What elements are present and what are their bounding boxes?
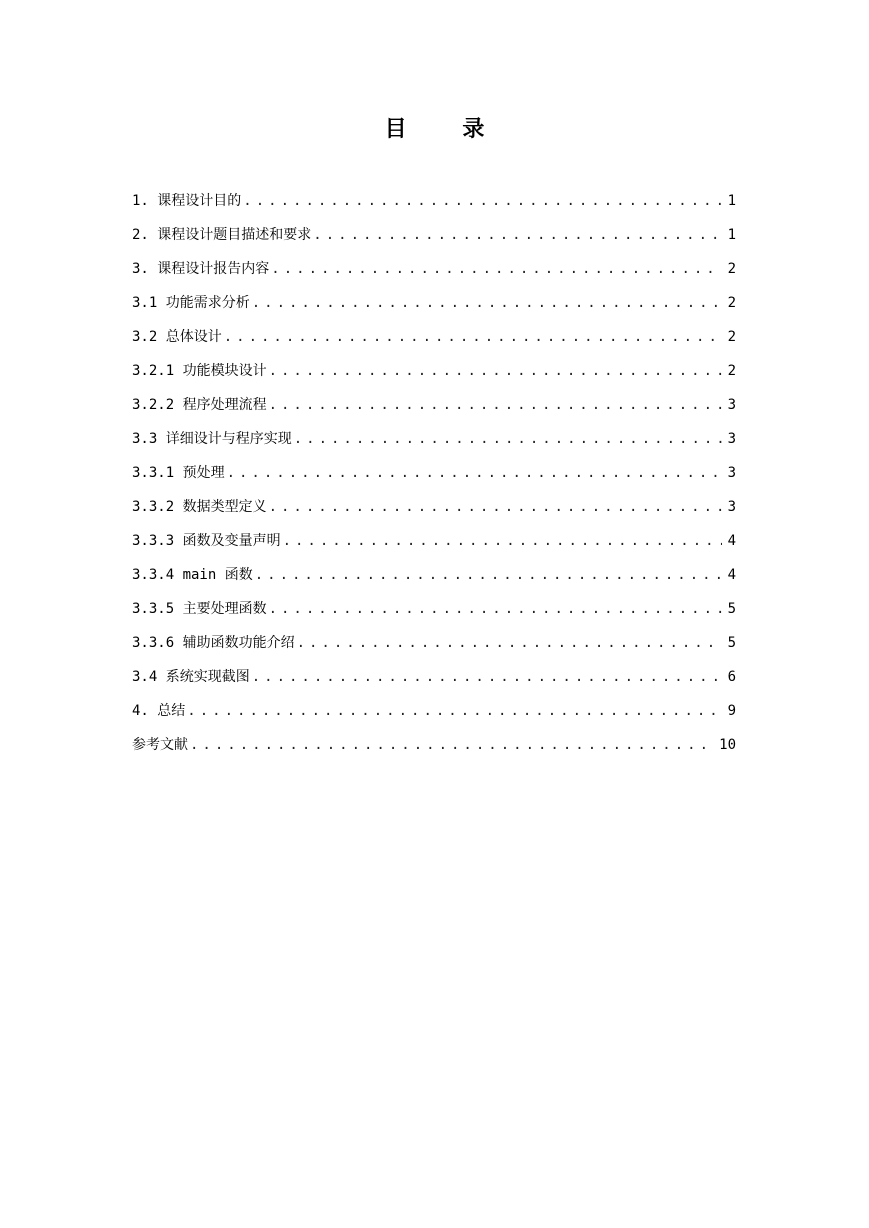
toc-entry[interactable] — [132, 490, 736, 524]
toc-entry-label: 3.3.5 主要处理函数 — [132, 601, 267, 617]
toc-entry-label: 参考文献 — [132, 737, 188, 753]
toc-entry[interactable] — [132, 524, 736, 558]
dot-leader — [313, 218, 722, 252]
dot-leader — [283, 524, 722, 558]
toc-entry-page-number: 2 — [727, 295, 736, 311]
toc-title: 目 录 — [384, 117, 509, 142]
dot-leader — [269, 388, 722, 422]
toc-entry-label: 3.3.3 函数及变量声明 — [132, 533, 281, 549]
toc-entry-label: 3.4 系统实现截图 — [132, 669, 250, 685]
toc-entry-page-number: 5 — [727, 635, 736, 651]
toc-entry-page-number: 10 — [719, 737, 736, 753]
toc-entry[interactable] — [132, 184, 736, 218]
toc-entry[interactable] — [132, 456, 736, 490]
toc-entry[interactable] — [132, 626, 736, 660]
toc-entry[interactable] — [132, 558, 736, 592]
table-of-contents — [132, 184, 736, 762]
toc-entry-page-number: 2 — [727, 363, 736, 379]
toc-entry-label: 2. 课程设计题目描述和要求 — [132, 227, 312, 243]
toc-entry-page-number: 3 — [727, 431, 736, 447]
toc-entry-page-number: 3 — [727, 499, 736, 515]
toc-entry-page-number: 1 — [727, 193, 736, 209]
toc-entry-label: 3.3.1 预处理 — [132, 465, 225, 481]
dot-leader — [297, 626, 722, 660]
toc-entry[interactable] — [132, 592, 736, 626]
toc-entry-label: 3.1 功能需求分析 — [132, 295, 250, 311]
dot-leader — [294, 422, 722, 456]
dot-leader — [252, 286, 722, 320]
toc-entry-page-number: 6 — [727, 669, 736, 685]
dot-leader — [269, 490, 722, 524]
dot-leader — [243, 184, 722, 218]
toc-entry[interactable] — [132, 388, 736, 422]
toc-entry-label: 3.2 总体设计 — [132, 329, 222, 345]
dot-leader — [224, 320, 722, 354]
dot-leader — [252, 660, 722, 694]
toc-entry-label: 3.3.6 辅助函数功能介绍 — [132, 635, 295, 651]
toc-entry-label: 3. 课程设计报告内容 — [132, 261, 270, 277]
dot-leader — [187, 694, 722, 728]
toc-entry-label: 4. 总结 — [132, 703, 186, 719]
toc-entry-label: 3.3 详细设计与程序实现 — [132, 431, 292, 447]
dot-leader — [269, 592, 722, 626]
dot-leader — [190, 728, 715, 762]
dot-leader — [271, 252, 722, 286]
toc-entry[interactable] — [132, 218, 736, 252]
toc-entry-page-number: 4 — [727, 533, 736, 549]
toc-entry[interactable] — [132, 252, 736, 286]
toc-entry-label: 1. 课程设计目的 — [132, 193, 242, 209]
toc-entry-page-number: 4 — [727, 567, 736, 583]
toc-entry[interactable] — [132, 728, 736, 762]
toc-entry-page-number: 3 — [727, 465, 736, 481]
toc-entry[interactable] — [132, 422, 736, 456]
toc-entry[interactable] — [132, 320, 736, 354]
toc-entry[interactable] — [132, 694, 736, 728]
dot-leader — [269, 354, 722, 388]
toc-entry[interactable] — [132, 286, 736, 320]
toc-entry-page-number: 5 — [727, 601, 736, 617]
dot-leader — [255, 558, 722, 592]
toc-entry-page-number: 1 — [727, 227, 736, 243]
toc-entry-label: 3.3.4 main 函数 — [132, 567, 253, 583]
toc-entry-page-number: 9 — [727, 703, 736, 719]
toc-entry[interactable] — [132, 354, 736, 388]
toc-entry-page-number: 3 — [727, 397, 736, 413]
toc-entry-label: 3.2.2 程序处理流程 — [132, 397, 267, 413]
toc-entry[interactable] — [132, 660, 736, 694]
toc-entry-page-number: 2 — [727, 329, 736, 345]
dot-leader — [227, 456, 722, 490]
toc-entry-label: 3.3.2 数据类型定义 — [132, 499, 267, 515]
toc-entry-label: 3.2.1 功能模块设计 — [132, 363, 267, 379]
toc-entry-page-number: 2 — [727, 261, 736, 277]
